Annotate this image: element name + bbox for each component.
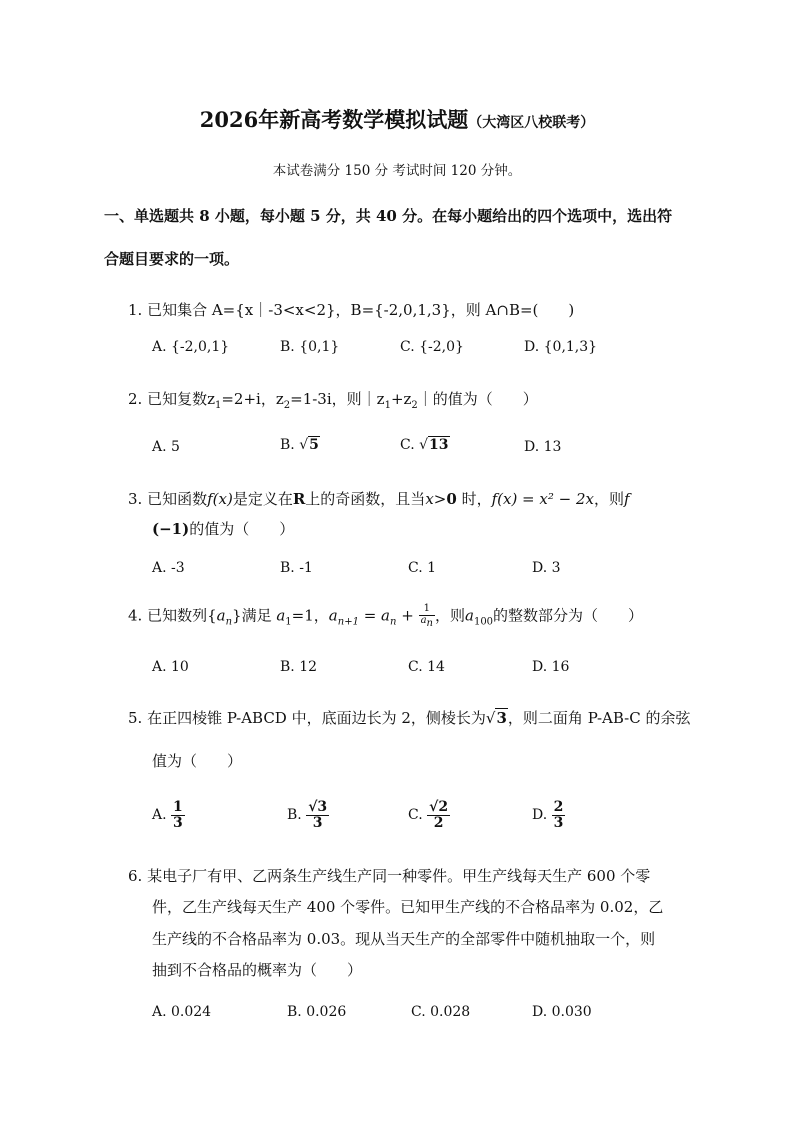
q2-option-c: C. √13 xyxy=(400,437,449,453)
q4-option-b: B. 12 xyxy=(280,659,318,675)
fraction: $\frac{2}{3}$ xyxy=(553,799,564,831)
q6-option-d: D. 0.030 xyxy=(532,1004,592,1020)
q5-option-c: C. $\frac{√2}{2}$ xyxy=(408,799,449,831)
question-6-stem-line4: 抽到不合格品的概率为（ ） xyxy=(152,961,363,979)
question-4-stem: 4. 已知数列$\{a_n\}$满足 $a_1=1$，$a_{n+1} = a_n$ + $\frac{1}{a_n}$ ，则$a_{100}$的整数部分为（ ） xyxy=(128,603,644,629)
question-2-stem: 2. 已知复数$z_1=2+i$，$z_2=1-3i$，则$|z_1+z_2|$的值为（ ） xyxy=(128,390,538,411)
q4-option-c: C. 14 xyxy=(408,659,445,675)
page-title xyxy=(0,104,794,134)
question-5-stem-line2: 值为（ ） xyxy=(152,752,243,770)
exam-title: 2026年新高考数学模拟试题 xyxy=(199,107,469,132)
exam-info: 本试卷满分 150 分 考试时间 120 分钟。 xyxy=(272,163,522,179)
q1-option-a: A. {-2,0,1} xyxy=(152,339,230,355)
question-3-stem-line1: 3. 已知函数f(x)是定义在R上的奇函数，且当x>0 时，f(x) = x² − 2x，则f xyxy=(128,490,630,508)
question-6-stem-line2: 件，乙生产线每天生产 400 个零件。已知甲生产线的不合格品率为 0.02，乙 xyxy=(152,898,664,916)
q1-option-d: D. {0,1,3} xyxy=(524,339,598,355)
q1-option-b: B. {0,1} xyxy=(280,339,340,355)
q5-option-b: B. $\frac{√3}{3}$ xyxy=(287,799,328,831)
section-heading-line1: 一、单选题共 8 小题，每小题 5 分，共 40 分。在每小题给出的四个选项中，选出符 xyxy=(104,207,673,225)
q1-option-c: C. {-2,0} xyxy=(400,339,464,355)
q3-option-d: D. 3 xyxy=(532,560,561,576)
exam-title-sub: （大湾区八校联考） xyxy=(468,115,595,131)
q6-option-c: C. 0.028 xyxy=(411,1004,471,1020)
fraction: $\frac{√2}{2}$ xyxy=(429,799,449,831)
fraction: $\frac{1}{3}$ xyxy=(173,799,183,831)
q3-option-c: C. 1 xyxy=(408,560,437,576)
q2-option-d: D. 13 xyxy=(524,439,562,455)
q3-option-b: B. -1 xyxy=(280,560,313,576)
q6-option-b: B. 0.026 xyxy=(287,1004,347,1020)
q2-option-b: B. √5 xyxy=(280,437,319,453)
fraction: $\frac{√3}{3}$ xyxy=(308,799,328,831)
q5-option-d: D. $\frac{2}{3}$ xyxy=(532,799,564,831)
q3-option-a: A. -3 xyxy=(152,560,185,576)
q2-option-a: A. 5 xyxy=(152,439,180,455)
question-6-stem-line1: 6. 某电子厂有甲、乙两条生产线生产同一种零件。甲生产线每天生产 600 个零 xyxy=(128,867,651,885)
q4-option-a: A. 10 xyxy=(152,659,189,675)
sqrt-symbol: √3 xyxy=(485,709,507,727)
question-3-stem-line2: (−1)的值为（ ） xyxy=(152,520,295,538)
section-heading-line2: 合题目要求的一项。 xyxy=(104,250,240,268)
sqrt-symbol: √13 xyxy=(419,437,449,453)
q6-option-a: A. 0.024 xyxy=(152,1004,212,1020)
q5-option-a: A. $\frac{1}{3}$ xyxy=(152,799,183,831)
fraction: $\frac{1}{a_n}$ xyxy=(420,603,433,629)
question-6-stem-line3: 生产线的不合格品率为 0.03。现从当天生产的全部零件中随机抽取一个，则 xyxy=(152,930,656,948)
question-5-stem-line1: 5. 在正四棱锥 P-ABCD 中，底面边长为 2，侧棱长为√3，则二面角 P-AB-C 的余弦 xyxy=(128,709,691,727)
q4-option-d: D. 16 xyxy=(532,659,570,675)
question-1-stem: 1. 已知集合 A={x｜-3<x<2}，B={-2,0,1,3}，则 A∩B=( ) xyxy=(128,301,575,319)
sqrt-symbol: √5 xyxy=(299,437,319,453)
